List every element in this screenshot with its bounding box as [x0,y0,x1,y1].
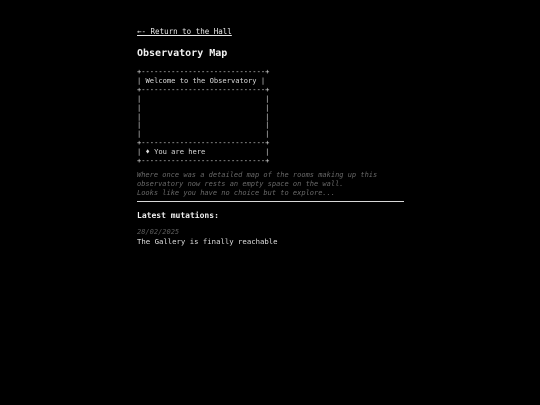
mutation-date: 28/02/2025 [137,227,180,236]
return-to-hall-link[interactable]: ←- Return to the Hall [137,27,232,36]
mutations-heading: Latest mutations: [137,210,219,220]
page-content [137,19,404,246]
page-title: Observatory Map [137,48,228,59]
mutation-entry [137,228,404,246]
intro-line-3: Looks like you have no choice but to explore... [137,188,336,197]
intro-text [137,171,404,198]
ascii-map: +-----------------------------+ | Welcome to the Observatory | +-----------------------------+ | | | | | | | | | | +-----------------------------+ | ♦ You are here | +-----------------------------+ [137,67,270,166]
intro-line-1: Where once was a detailed map of the rooms making up this [137,170,378,179]
divider [137,201,404,202]
intro-line-2: observatory now rests an empty space on the wall. [137,179,344,188]
mutation-text: The Gallery is finally reachable [137,236,278,246]
